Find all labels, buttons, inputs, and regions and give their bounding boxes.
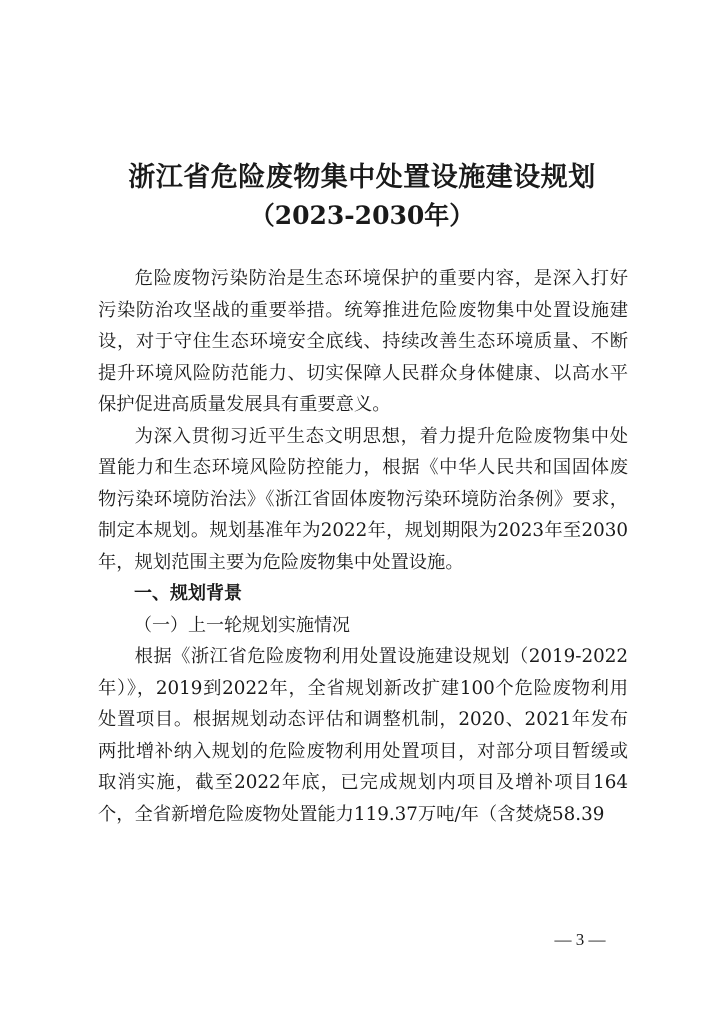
- subsection-heading: （一）上一轮规划实施情况: [134, 614, 350, 636]
- body-paragraph-1: 危险废物污染防治是生态环境保护的重要内容，是深入打好污染防治攻坚战的重要举措。统筹推进危险废物集中处置设施建设，对于守住生态环境安全底线、持续改善生态环境质量、不断提升环境风险防范能力、切实保障人民群众身体健康、以高水平保护促进高质量发展具有重要意义。: [98, 268, 628, 415]
- body-paragraph-2: 为深入贯彻习近平生态文明思想，着力提升危险废物集中处置能力和生态环境风险防控能力，根据《中华人民共和国固体废物污染环境防治法》《浙江省固体废物污染环境防治条例》要求，制定本规划。规划基准年为2022年，规划期限为2023年至2030年，规划范围主要为危险废物集中处置设施。: [98, 425, 628, 573]
- document-title: 浙江省危险废物集中处置设施建设规划: [128, 162, 596, 193]
- document-body: [98, 263, 628, 830]
- document-subtitle: （2023-2030年）: [249, 201, 475, 230]
- section-heading: 一、规划背景: [134, 583, 242, 604]
- page-number: — 3 —: [554, 930, 606, 949]
- body-paragraph-3: 根据《浙江省危险废物利用处置设施建设规划（2019-2022年）》，2019到2022年，全省规划新改扩建100个危险废物利用处置项目。根据规划动态评估和调整机制，2020、2021年发布两批增补纳入规划的危险废物利用处置项目，对部分项目暂缓或取消实施，截至2022年底，已完成规划内项目及增补项目164个，全省新增危险废物处置能力119.37万吨/年（含焚烧58.39: [98, 646, 628, 825]
